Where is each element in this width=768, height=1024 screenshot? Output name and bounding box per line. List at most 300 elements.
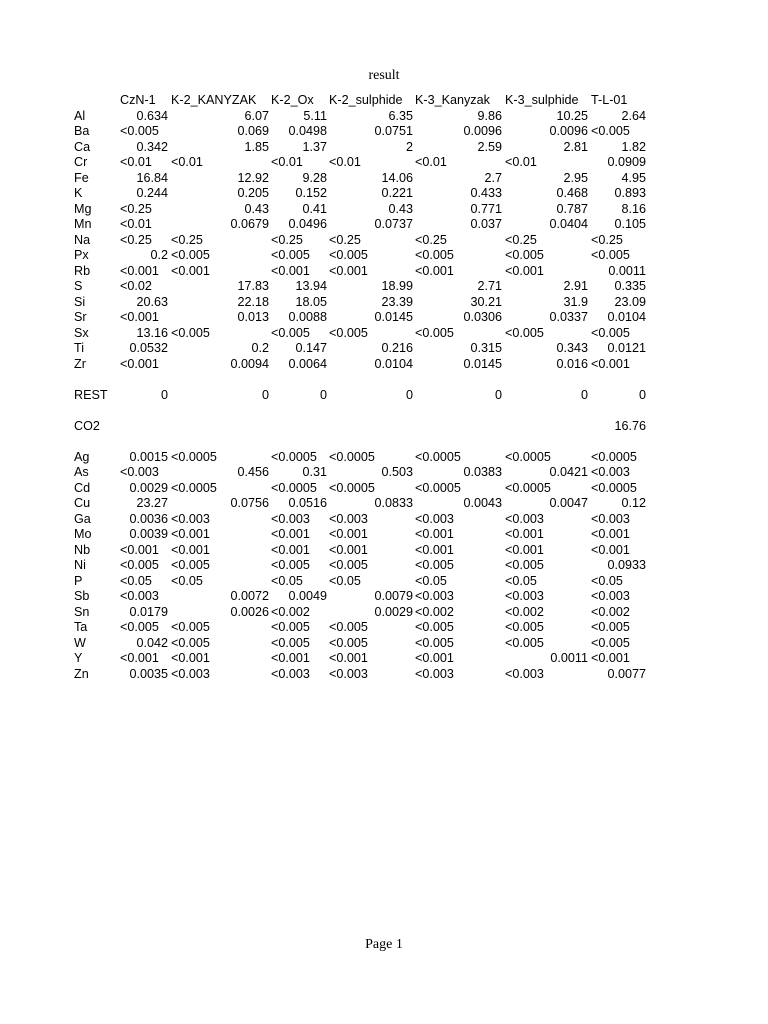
table-cell: <0.005 (120, 558, 159, 572)
page-title: result (368, 68, 400, 83)
table-cell: <0.25 (505, 232, 537, 247)
table-cell: <0.003 (591, 589, 630, 603)
table-cell: <0.003 (591, 511, 630, 526)
table-cell: <0.005 (120, 124, 159, 138)
table-cell: <0.05 (591, 573, 623, 588)
table-cell: 0 (494, 387, 502, 402)
table-cell: <0.25 (120, 201, 152, 216)
table-cell: <0.001 (120, 356, 159, 371)
table-cell: <0.005 (505, 325, 544, 340)
table-cell: <0.01 (415, 155, 447, 169)
row-label: REST (74, 387, 108, 402)
table-cell: 0.0679 (230, 217, 269, 231)
table-cell: 5.11 (303, 108, 327, 123)
table-cell: 0 (405, 387, 413, 402)
table-cell: 0.205 (237, 186, 269, 200)
table-cell: <0.001 (120, 542, 159, 557)
row-label: Al (74, 108, 86, 123)
table-row (74, 310, 646, 326)
table-cell: 0.0179 (129, 604, 168, 619)
row-label: Zr (74, 356, 86, 371)
table-cell: 0.893 (614, 186, 646, 200)
table-cell: 0.216 (381, 341, 413, 355)
table-cell: <0.0005 (271, 449, 317, 464)
row-label: Ta (74, 620, 88, 634)
table-cell: 4.95 (621, 170, 646, 185)
column-header: K-3_sulphide (505, 93, 579, 107)
table-cell: <0.005 (329, 635, 368, 650)
table-cell: <0.003 (505, 666, 544, 681)
column-header: CzN-1 (120, 93, 156, 107)
table-cell: 8.16 (621, 201, 646, 216)
row-label: Cd (74, 480, 91, 495)
table-cell: 6.35 (388, 108, 413, 123)
table-cell: <0.25 (591, 232, 623, 247)
table-cell: <0.001 (591, 527, 630, 541)
table-cell: <0.05 (415, 573, 447, 588)
table-cell: <0.005 (505, 558, 544, 572)
table-cell: 0.12 (621, 496, 646, 510)
table-cell: 0.0015 (129, 449, 168, 464)
table-cell: 0.0516 (288, 496, 327, 510)
table-cell: 0.0756 (230, 496, 269, 510)
table-cell: <0.0005 (591, 449, 637, 464)
blank-row (74, 403, 646, 419)
table-cell: <0.0005 (505, 449, 551, 464)
table-cell: <0.005 (271, 325, 310, 340)
table-cell: <0.0005 (171, 449, 217, 464)
table-cell: <0.0005 (415, 480, 461, 495)
table-cell: 1.82 (621, 139, 646, 154)
table-cell: 1.85 (244, 139, 269, 154)
table-cell: <0.005 (591, 620, 630, 634)
table-cell: 0.0404 (549, 217, 588, 231)
table-cell: 0.0077 (607, 666, 646, 681)
table-cell: 0 (319, 387, 327, 402)
table-row (74, 450, 646, 466)
table-cell: <0.005 (415, 558, 454, 572)
table-row (74, 496, 646, 512)
table-cell: <0.001 (171, 651, 210, 665)
table-cell: <0.005 (591, 124, 630, 138)
table-cell: <0.005 (329, 558, 368, 572)
table-cell: 2.71 (477, 279, 502, 293)
table-cell: <0.001 (271, 651, 310, 665)
table-cell: 0.042 (136, 635, 168, 650)
table-cell: 0 (580, 387, 588, 402)
table-cell: <0.005 (505, 248, 544, 262)
table-cell: <0.001 (171, 542, 210, 557)
row-label: Sx (74, 325, 89, 340)
table-row (74, 248, 646, 264)
table-cell: 0 (261, 387, 269, 402)
table-cell: <0.001 (120, 310, 159, 324)
table-cell: 1.37 (302, 139, 327, 154)
row-label: Sn (74, 604, 90, 619)
row-label: Ga (74, 511, 91, 526)
row-label: Sb (74, 589, 90, 603)
table-cell: <0.005 (271, 558, 310, 572)
table-cell: <0.001 (171, 263, 210, 278)
table-cell: <0.001 (271, 263, 310, 278)
row-label: W (74, 635, 86, 650)
table-row (74, 155, 646, 171)
table-cell: <0.0005 (271, 480, 317, 495)
table-cell: <0.003 (415, 589, 454, 603)
table-cell: 0.013 (237, 310, 269, 324)
table-cell: <0.005 (171, 248, 210, 262)
table-cell: <0.005 (171, 558, 210, 572)
table-cell: 0.0498 (288, 124, 327, 138)
table-cell: 9.28 (302, 170, 327, 185)
table-cell: 0.0104 (374, 356, 413, 371)
table-cell: <0.001 (271, 542, 310, 557)
table-cell: <0.005 (171, 635, 210, 650)
table-cell: <0.001 (505, 263, 544, 278)
table-cell: 20.63 (136, 294, 168, 309)
table-row (74, 481, 646, 497)
table-cell: 2.81 (563, 139, 588, 154)
table-cell: <0.001 (591, 651, 630, 665)
table-cell: <0.0005 (591, 480, 637, 495)
row-label: Mn (74, 217, 92, 231)
table-cell: 0.0029 (129, 480, 168, 495)
table-cell: <0.001 (171, 527, 210, 541)
table-cell: <0.001 (271, 527, 310, 541)
table-cell: <0.25 (120, 232, 152, 247)
table-cell: 0.0737 (374, 217, 413, 231)
table-row (74, 589, 646, 605)
row-label: Y (74, 651, 83, 665)
table-cell: <0.005 (591, 325, 630, 340)
row-label: Sr (74, 310, 87, 324)
row-label: Cr (74, 155, 88, 169)
table-cell: 0.069 (237, 124, 269, 138)
table-cell: 17.83 (237, 279, 269, 293)
table-cell: <0.005 (271, 248, 310, 262)
table-row (74, 109, 646, 125)
table-cell: 0.0532 (129, 341, 168, 355)
table-cell: <0.003 (505, 589, 544, 603)
table-cell: 23.09 (614, 294, 646, 309)
row-label: Ag (74, 449, 90, 464)
table-row (74, 465, 646, 481)
table-cell: 0.31 (302, 465, 327, 479)
table-cell: 0.037 (470, 217, 502, 231)
table-cell: <0.003 (415, 666, 454, 681)
column-header: K-2_sulphide (329, 93, 403, 107)
table-cell: 0.0096 (463, 124, 502, 138)
row-label: As (74, 465, 89, 479)
table-row (74, 620, 646, 636)
table-cell: <0.001 (329, 263, 368, 278)
table-cell: <0.0005 (329, 480, 375, 495)
table-cell: 12.92 (237, 170, 269, 185)
table-cell: 0.221 (381, 186, 413, 200)
table-row (74, 636, 646, 652)
table-cell: 0.0383 (463, 465, 502, 479)
table-cell: <0.002 (271, 604, 310, 619)
table-cell: <0.003 (329, 666, 368, 681)
table-row (74, 140, 646, 156)
table-cell: <0.005 (415, 620, 454, 634)
table-cell: <0.005 (329, 325, 368, 340)
row-label: Si (74, 294, 86, 309)
row-label: Mg (74, 201, 92, 216)
column-header: K-3_Kanyzak (415, 93, 490, 107)
table-cell: <0.005 (591, 248, 630, 262)
table-cell: 0.0079 (374, 589, 413, 603)
table-cell: <0.01 (120, 155, 152, 169)
table-row (74, 279, 646, 295)
table-cell: 2 (405, 139, 413, 154)
row-label: Rb (74, 263, 91, 278)
row-label: Ca (74, 139, 91, 154)
table-cell: 0.315 (470, 341, 502, 355)
table-row (74, 527, 646, 543)
table-cell: 0.0909 (607, 155, 646, 169)
table-cell: <0.001 (505, 527, 544, 541)
table-cell: 2.95 (563, 170, 588, 185)
row-label: Ni (74, 558, 86, 572)
row-label: Cu (74, 496, 91, 510)
table-cell: 22.18 (237, 294, 269, 309)
table-cell: <0.05 (171, 573, 203, 588)
table-cell: 0.244 (136, 186, 168, 200)
column-header: K-2_Ox (271, 93, 314, 107)
table-cell: 16.84 (136, 170, 168, 185)
table-cell: 0.0104 (607, 310, 646, 324)
row-label: K (74, 186, 83, 200)
table-cell: 0 (160, 387, 168, 402)
table-cell: <0.002 (415, 604, 454, 619)
table-row (74, 388, 646, 404)
table-cell: 0.0933 (607, 558, 646, 572)
table-cell: <0.001 (415, 651, 454, 665)
table-cell: 0.152 (295, 186, 327, 200)
table-cell: <0.01 (329, 155, 361, 169)
table-row (74, 651, 646, 667)
row-label: Na (74, 232, 91, 247)
table-cell: 14.06 (381, 170, 413, 185)
table-cell: 13.94 (295, 279, 327, 293)
table-row (74, 295, 646, 311)
blank-row (74, 372, 646, 388)
table-cell: <0.25 (329, 232, 361, 247)
table-cell: <0.005 (271, 635, 310, 650)
table-cell: <0.25 (415, 232, 447, 247)
table-cell: <0.003 (329, 511, 368, 526)
table-cell: <0.001 (120, 263, 159, 278)
table-cell: <0.25 (171, 232, 203, 247)
table-cell: 0.0026 (230, 604, 269, 619)
table-cell: <0.005 (505, 635, 544, 650)
table-cell: 0.503 (381, 465, 413, 479)
table-cell: 0.0035 (129, 666, 168, 681)
table-row (74, 202, 646, 218)
table-cell: 0.0072 (230, 589, 269, 603)
table-cell: <0.25 (271, 232, 303, 247)
table-cell: 0.0011 (550, 651, 588, 665)
table-cell: 0.433 (470, 186, 502, 200)
table-cell: 2.7 (484, 170, 502, 185)
table-cell: <0.0005 (415, 449, 461, 464)
table-cell: 18.05 (295, 294, 327, 309)
table-cell: 16.76 (614, 418, 646, 433)
table-cell: 0.456 (237, 465, 269, 479)
row-label: S (74, 279, 83, 293)
table-cell: <0.01 (505, 155, 537, 169)
table-row (74, 341, 646, 357)
table-cell: 0.0496 (288, 217, 327, 231)
table-cell: <0.003 (271, 666, 310, 681)
table-cell: <0.005 (415, 635, 454, 650)
table-cell: <0.02 (120, 279, 152, 293)
table-cell: <0.001 (329, 542, 368, 557)
row-label: Px (74, 248, 89, 262)
table-cell: <0.05 (271, 573, 303, 588)
table-cell: <0.001 (415, 527, 454, 541)
table-cell: 0.0029 (374, 604, 413, 619)
table-cell: <0.001 (120, 651, 159, 665)
table-row (74, 574, 646, 590)
row-label: Ti (74, 341, 85, 355)
table-cell: <0.01 (271, 155, 303, 169)
table-cell: <0.05 (505, 573, 537, 588)
table-cell: <0.003 (415, 511, 454, 526)
table-cell: 0.0096 (549, 124, 588, 138)
table-cell: <0.005 (591, 635, 630, 650)
table-cell: <0.001 (415, 542, 454, 557)
table-cell: <0.003 (120, 465, 159, 479)
table-cell: 0.2 (150, 248, 168, 262)
table-cell: 0.43 (244, 201, 269, 216)
table-cell: 6.07 (244, 108, 269, 123)
table-cell: 0.634 (136, 108, 168, 123)
table-cell: 0.0121 (607, 341, 646, 355)
row-label: Zn (74, 666, 89, 681)
table-cell: 0.41 (302, 201, 327, 216)
table-cell: <0.001 (505, 542, 544, 557)
table-row (74, 667, 646, 683)
table-cell: <0.005 (329, 620, 368, 634)
blank-row (74, 434, 646, 450)
table-row (74, 357, 646, 373)
table-cell: 0.0094 (230, 356, 269, 371)
table-row (74, 124, 646, 140)
table-cell: 0.0043 (463, 496, 502, 510)
table-row (74, 419, 646, 435)
table-cell: <0.0005 (505, 480, 551, 495)
table-cell: 0.0049 (288, 589, 327, 603)
table-cell: 0.0751 (374, 124, 413, 138)
table-row (74, 217, 646, 233)
table-cell: <0.005 (120, 620, 159, 634)
table-cell: <0.003 (271, 511, 310, 526)
table-cell: 0.0337 (549, 310, 588, 324)
table-cell: <0.05 (120, 573, 152, 588)
table-cell: 0.0036 (129, 511, 168, 526)
table-cell: 0.0145 (374, 310, 413, 324)
table-row (74, 233, 646, 249)
table-cell: <0.001 (415, 263, 454, 278)
table-row (74, 186, 646, 202)
table-cell: 0.0833 (374, 496, 413, 510)
table-cell: 13.16 (136, 325, 168, 340)
result-table (74, 93, 646, 682)
row-label: P (74, 573, 83, 588)
column-header: K-2_KANYZAK (171, 93, 257, 107)
table-cell: <0.005 (415, 248, 454, 262)
table-row (74, 264, 646, 280)
table-cell: 0.016 (556, 356, 588, 371)
table-cell: 0.787 (556, 201, 588, 216)
table-cell: <0.005 (171, 620, 210, 634)
table-cell: <0.003 (591, 465, 630, 479)
table-cell: <0.01 (171, 155, 203, 169)
table-cell: 0.342 (136, 139, 168, 154)
row-label: Ba (74, 124, 90, 138)
table-cell: <0.0005 (329, 449, 375, 464)
table-cell: 2.59 (477, 139, 502, 154)
table-cell: 0.0039 (129, 527, 168, 541)
table-cell: 23.39 (381, 294, 413, 309)
table-cell: 0 (638, 387, 646, 402)
table-cell: <0.01 (120, 217, 152, 231)
table-cell: <0.05 (329, 573, 361, 588)
table-cell: <0.003 (505, 511, 544, 526)
table-cell: 0.335 (614, 279, 646, 293)
column-header: T-L-01 (591, 93, 628, 107)
table-cell: 18.99 (381, 279, 413, 293)
table-cell: 0.147 (295, 341, 327, 355)
table-cell: 31.9 (563, 294, 588, 309)
row-label: Nb (74, 542, 91, 557)
table-row (74, 543, 646, 559)
table-cell: <0.001 (329, 527, 368, 541)
table-cell: <0.002 (505, 604, 544, 619)
header-row (74, 93, 646, 109)
table-cell: <0.0005 (171, 480, 217, 495)
table-cell: 0.0421 (549, 465, 588, 479)
table-cell: <0.003 (171, 666, 210, 681)
table-cell: 0.468 (556, 186, 588, 200)
table-cell: <0.003 (120, 589, 159, 603)
table-cell: 0.0088 (288, 310, 327, 324)
table-row (74, 605, 646, 621)
table-cell: 2.91 (563, 279, 588, 293)
table-cell: 9.86 (477, 108, 502, 123)
table-cell: <0.005 (271, 620, 310, 634)
table-cell: 0.343 (556, 341, 588, 355)
table-cell: 0.2 (251, 341, 269, 355)
table-cell: 30.21 (470, 294, 502, 309)
table-cell: 0.0064 (288, 356, 327, 371)
table-cell: <0.002 (591, 604, 630, 619)
table-cell: 0.0011 (608, 263, 646, 278)
page-footer: Page 1 (365, 937, 403, 952)
table-cell: 23.27 (136, 496, 168, 510)
table-cell: <0.003 (171, 511, 210, 526)
table-cell: 0.0145 (463, 356, 502, 371)
row-label: Fe (74, 170, 89, 185)
table-cell: 0.43 (388, 201, 413, 216)
row-label: Mo (74, 527, 92, 541)
table-row (74, 558, 646, 574)
table-cell: <0.001 (591, 542, 630, 557)
table-cell: 10.25 (556, 108, 588, 123)
table-cell: <0.005 (415, 325, 454, 340)
